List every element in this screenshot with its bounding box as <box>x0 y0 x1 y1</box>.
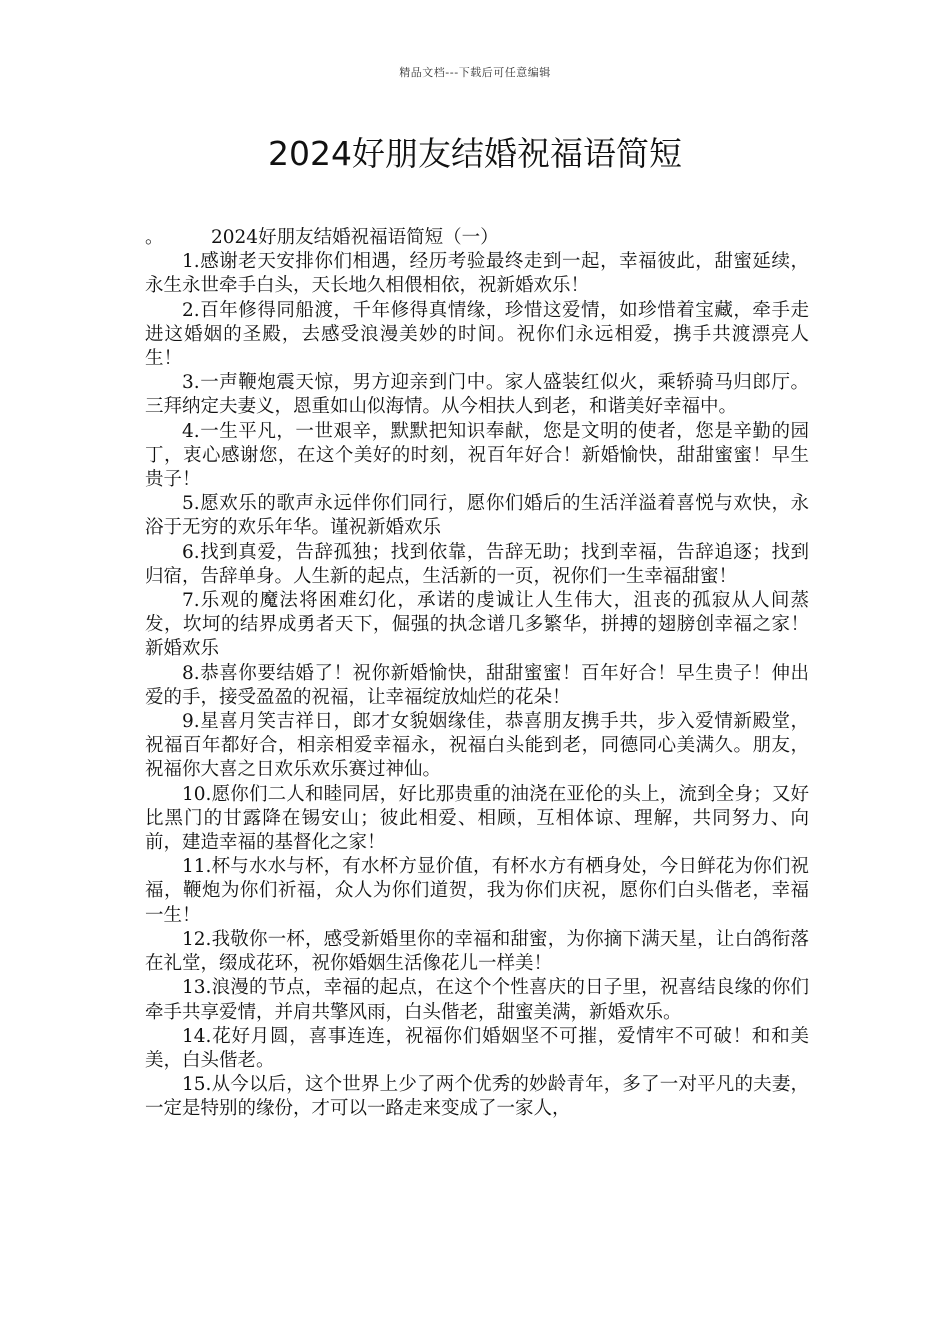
blessing-item: 11.杯与水水与杯，有水杯方显价值，有杯水方有栖身处，今日鲜花为你们祝福，鞭炮为你们祈福，众人为你们道贺，我为你们庆祝，愿你们白头偕老，幸福一生！ <box>145 856 809 926</box>
header-note: 精品文档---下载后可任意编辑 <box>399 66 551 79</box>
blessing-item: 7.乐观的魔法将困难幻化，承诺的虔诚让人生伟大，沮丧的孤寂从人间蒸发，坎坷的结界成勇者天下，倔强的执念谱几多繁华，拼搏的翅膀创幸福之家！新婚欢乐 <box>145 590 809 660</box>
blessing-item: 9.星喜月笑吉祥日，郎才女貌姻缘佳，恭喜朋友携手共，步入爱情新殿堂，祝福百年都好合，相亲相爱幸福永，祝福白头能到老，同德同心美满久。朋友，祝福你大喜之日欢乐欢乐赛过神仙。 <box>145 711 809 781</box>
blessing-item: 4.一生平凡，一世艰辛，默默把知识奉献，您是文明的使者，您是辛勤的园丁，衷心感谢您，在这个美好的时刻，祝百年好合！新婚愉快，甜甜蜜蜜！早生贵子！ <box>145 420 809 491</box>
blessing-item: 1.感谢老天安排你们相遇，经历考验最终走到一起，幸福彼此，甜蜜延续，永生永世牵手白头，天长地久相偎相依，祝新婚欢乐！ <box>145 251 809 297</box>
blessing-item: 6.找到真爱，告辞孤独；找到依靠，告辞无助；找到幸福，告辞追逐；找到归宿，告辞单身。人生新的起点，生活新的一页，祝你们一生幸福甜蜜！ <box>145 541 809 587</box>
blessing-item: 14.花好月圆，喜事连连，祝福你们婚姻坚不可摧，爱情牢不可破！和和美美，白头偕老。 <box>145 1025 809 1071</box>
section-subtitle: 2024好朋友结婚祝福语简短（一） <box>211 227 499 248</box>
blessing-item: 8.恭喜你要结婚了！祝你新婚愉快，甜甜蜜蜜！百年好合！早生贵子！伸出爱的手，接受盈盈的祝福，让幸福绽放灿烂的花朵！ <box>145 662 809 708</box>
blessing-item: 13.浪漫的节点，幸福的起点，在这个个性喜庆的日子里，祝喜结良缘的你们牵手共享爱情，并肩共擎风雨，白头偕老，甜蜜美满，新婚欢乐。 <box>145 977 809 1023</box>
blessing-item: 15.从今以后，这个世界上少了两个优秀的妙龄青年，多了一对平凡的夫妻，一定是特别的缘份，才可以一路走来变成了一家人， <box>145 1074 809 1120</box>
blessing-item: 3.一声鞭炮震天惊，男方迎亲到门中。家人盛装红似火，乘轿骑马归郎厅。三拜纳定夫妻义，恩重如山似海情。从今相扶人到老，和谐美好幸福中。 <box>145 372 809 418</box>
blessing-item: 12.我敬你一杯，感受新婚里你的幸福和甜蜜，为你摘下满天星，让白鸽衔落在礼堂，缀成花环，祝你婚姻生活像花儿一样美！ <box>145 928 809 975</box>
blessing-item: 10.愿你们二人和睦同居，好比那贵重的油浇在亚伦的头上，流到全身；又好比黑门的甘露降在锡安山；彼此相爱、相顾，互相体谅、理解，共同努力、向前，建造幸福的基督化之家！ <box>145 783 809 854</box>
section-marker: 。 <box>145 227 164 248</box>
document-body <box>145 226 809 1122</box>
page-title: 2024好朋友结婚祝福语简短 <box>268 134 682 173</box>
blessing-item: 5.愿欢乐的歌声永远伴你们同行，愿你们婚后的生活洋溢着喜悦与欢快，永浴于无穷的欢乐年华。谨祝新婚欢乐 <box>145 493 809 539</box>
section-subtitle-line <box>145 226 809 250</box>
blessing-item: 2.百年修得同船渡，千年修得真情缘，珍惜这爱情，如珍惜着宝藏，牵手走进这婚姻的圣殿，去感受浪漫美妙的时间。祝你们永远相爱，携手共渡漂亮人生！ <box>145 299 809 370</box>
